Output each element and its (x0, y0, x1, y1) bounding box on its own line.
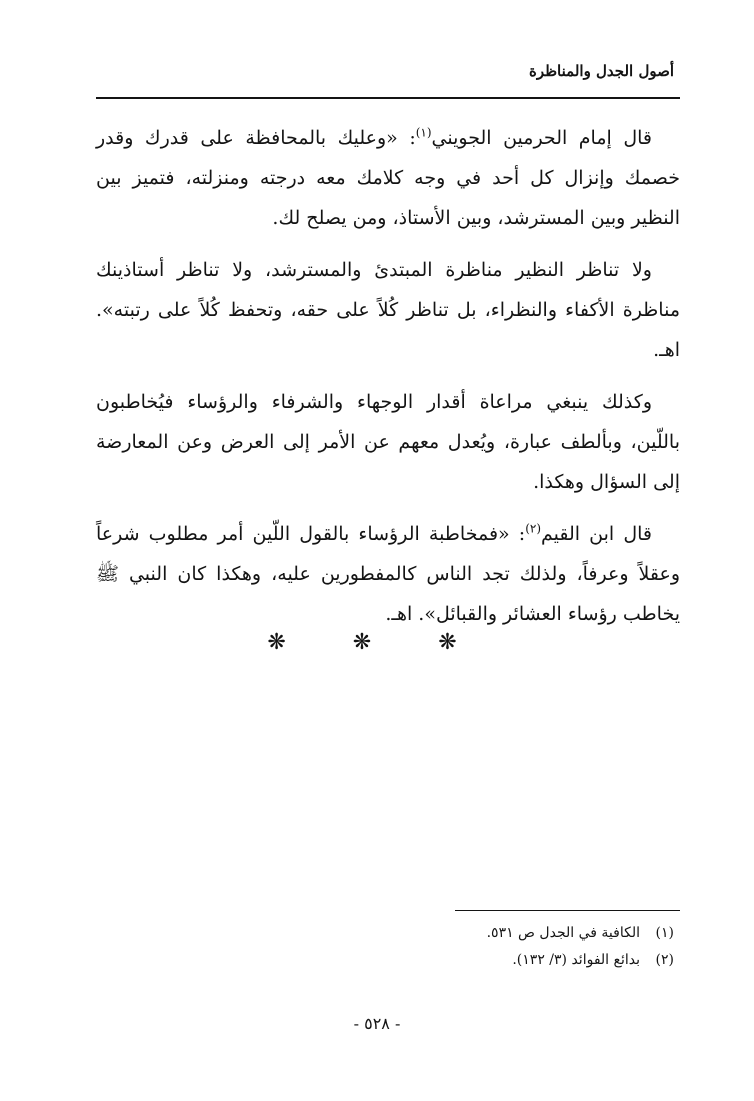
footnote-rule (455, 910, 680, 911)
paragraph-4-quote: : «فمخاطبة الرؤساء بالقول اللّين أمر مطلوب شرعاً وعقلاً وعرفاً، ولذلك تجد الناس كالمفطورين عليه، وهكذا كان النبي ﷺ يخاطب رؤساء العشائر والقبائل». اهـ. (96, 523, 680, 625)
paragraph-3 (96, 382, 680, 502)
footnote-1 (274, 920, 674, 947)
paragraph-1-quote: : «وعليك بالمحافظة على قدرك وقدر خصمك وإنزال كل أحد في وجه كلامك معه درجته ومنزلته، فتميز بين النظير وبين المسترشد، وبين الأستاذ، ومن يصلح لك. (96, 127, 680, 229)
paragraph-3-text: وكذلك ينبغي مراعاة أقدار الوجهاء والشرفاء والرؤساء فيُخاطبون باللّين، وبألطف عبارة، ويُعدل معهم عن الأمر إلى العرض وعن المعارضة إلى السؤال وهكذا. (96, 391, 680, 493)
footnotes (274, 920, 674, 974)
section-separator: ❋ ❋ ❋ (267, 630, 487, 655)
footnote-2-text: بدائع الفوائد (٣/ ١٣٢). (512, 952, 640, 968)
paragraph-1-text: قال إمام الحرمين الجويني (431, 127, 652, 149)
paragraph-4 (96, 514, 680, 634)
paragraph-2-text: ولا تناظر النظير مناظرة المبتدئ والمسترشد، ولا تناظر أستاذينك مناظرة الأكفاء والنظراء، بل تناظر كُلاً على حقه، وتحفظ كُلاً على رتبته». اهـ. (96, 259, 680, 361)
footnote-2 (274, 947, 674, 974)
footnote-1-text: الكافية في الجدل ص ٥٣١. (486, 925, 640, 941)
running-header-title: أصول الجدل والمناظرة (528, 62, 674, 80)
footnote-ref-2: (٢) (525, 521, 542, 536)
footnote-1-number: (١) (655, 925, 674, 941)
paragraph-2 (96, 250, 680, 370)
paragraph-4-text: قال ابن القيم (541, 523, 652, 545)
paragraph-1 (96, 118, 680, 238)
body-text (96, 118, 680, 646)
footnote-2-number: (٢) (655, 952, 674, 968)
page-number: - ٥٢٨ - (353, 1014, 401, 1033)
footnote-ref-1: (١) (415, 125, 432, 140)
header-rule (96, 97, 680, 99)
